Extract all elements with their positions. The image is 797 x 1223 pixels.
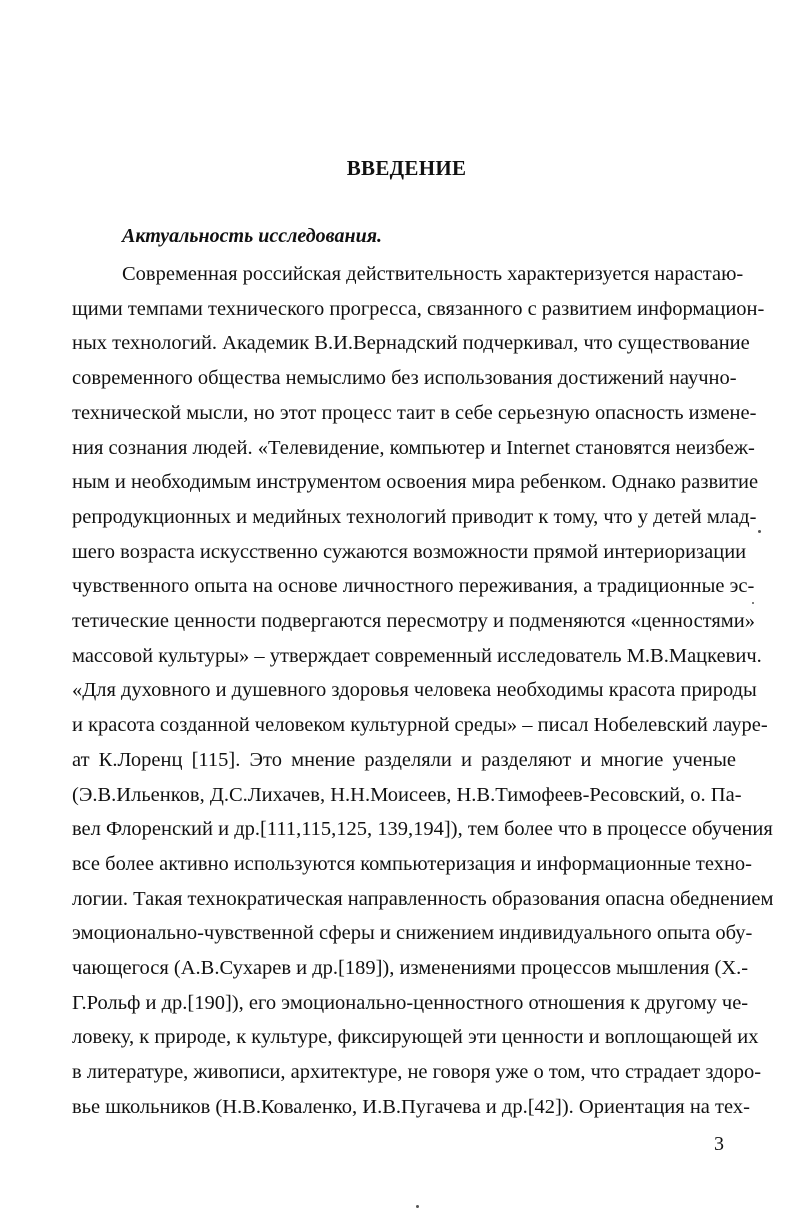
text-line: тетические ценности подвергаются пересмотру и подменяются «ценностями» bbox=[72, 610, 755, 632]
text-line: ным и необходимым инструментом освоения мира ребенком. Однако развитие bbox=[72, 471, 759, 494]
text-line: эмоционально-чувственной сферы и снижением индивидуального опыта обу- bbox=[72, 922, 753, 945]
text-line: Современная российская действительность характеризуется нарастаю- bbox=[122, 263, 744, 285]
text-line: щими темпами технического прогресса, связанного с развитием информацион- bbox=[72, 297, 765, 320]
text-line: вел Флоренский и др.[111,115,125, 139,194]), тем более что в процессе обучения bbox=[72, 818, 773, 841]
text-line: (Э.В.Ильенков, Д.С.Лихачев, Н.Н.Моисеев, Н.В.Тимофеев-Ресовский, о. Па- bbox=[72, 783, 742, 806]
text-line: чающегося (А.В.Сухарев и др.[189]), изменениями процессов мышления (Х.- bbox=[72, 957, 749, 979]
text-line: массовой культуры» – утверждает современный исследователь М.В.Мацкевич. bbox=[72, 644, 762, 667]
text-line: и красота созданной человеком культурной среды» – писал Нобелевский лауре- bbox=[72, 714, 768, 737]
text-line: ловеку, к природе, к культуре, фиксирующей эти ценности и воплощающей их bbox=[72, 1026, 759, 1049]
text-line: в литературе, живописи, архитектуре, не говоря уже о том, что страдает здоро- bbox=[72, 1061, 762, 1084]
section-title: Актуальность исследования. bbox=[122, 225, 382, 247]
text-line: технической мысли, но этот процесс таит в себе серьезную опасность измене- bbox=[72, 401, 757, 424]
text-line: ния сознания людей. «Телевидение, компьютер и Internet становятся неизбеж- bbox=[72, 436, 755, 459]
chapter-heading: ВВЕДЕНИЕ bbox=[346, 156, 467, 180]
page-number: 3 bbox=[714, 1133, 724, 1155]
text-line: репродукционных и медийных технологий приводит к тому, что у детей млад- bbox=[72, 505, 757, 528]
text-line: логии. Такая технократическая направленность образования опасна обеднением bbox=[72, 887, 774, 910]
text-line: вье школьников (Н.В.Коваленко, И.В.Пугачева и др.[42]). Ориентация на тех- bbox=[72, 1095, 750, 1118]
text-line: Г.Рольф и др.[190]), его эмоционально-ценностного отношения к другому че- bbox=[72, 991, 749, 1014]
text-line: современного общества немыслимо без использования достижений научно- bbox=[72, 367, 737, 390]
text-line: ных технологий. Академик В.И.Вернадский подчеркивал, что существование bbox=[72, 332, 750, 355]
text-line: все более активно используются компьютеризация и информационные техно- bbox=[72, 852, 753, 875]
text-line: чувственного опыта на основе личностного переживания, а традиционные эс- bbox=[72, 575, 755, 598]
text-line: ат К.Лоренц [115]. Это мнение разделяли и разделяют и многие ученые bbox=[72, 748, 736, 771]
scan-speck bbox=[758, 530, 761, 533]
text-line: шего возраста искусственно сужаются возможности прямой интериоризации bbox=[72, 540, 747, 563]
scan-speck bbox=[416, 1205, 419, 1208]
text-line: «Для духовного и душевного здоровья человека необходимы красота природы bbox=[72, 679, 757, 702]
scan-speck bbox=[752, 602, 754, 604]
